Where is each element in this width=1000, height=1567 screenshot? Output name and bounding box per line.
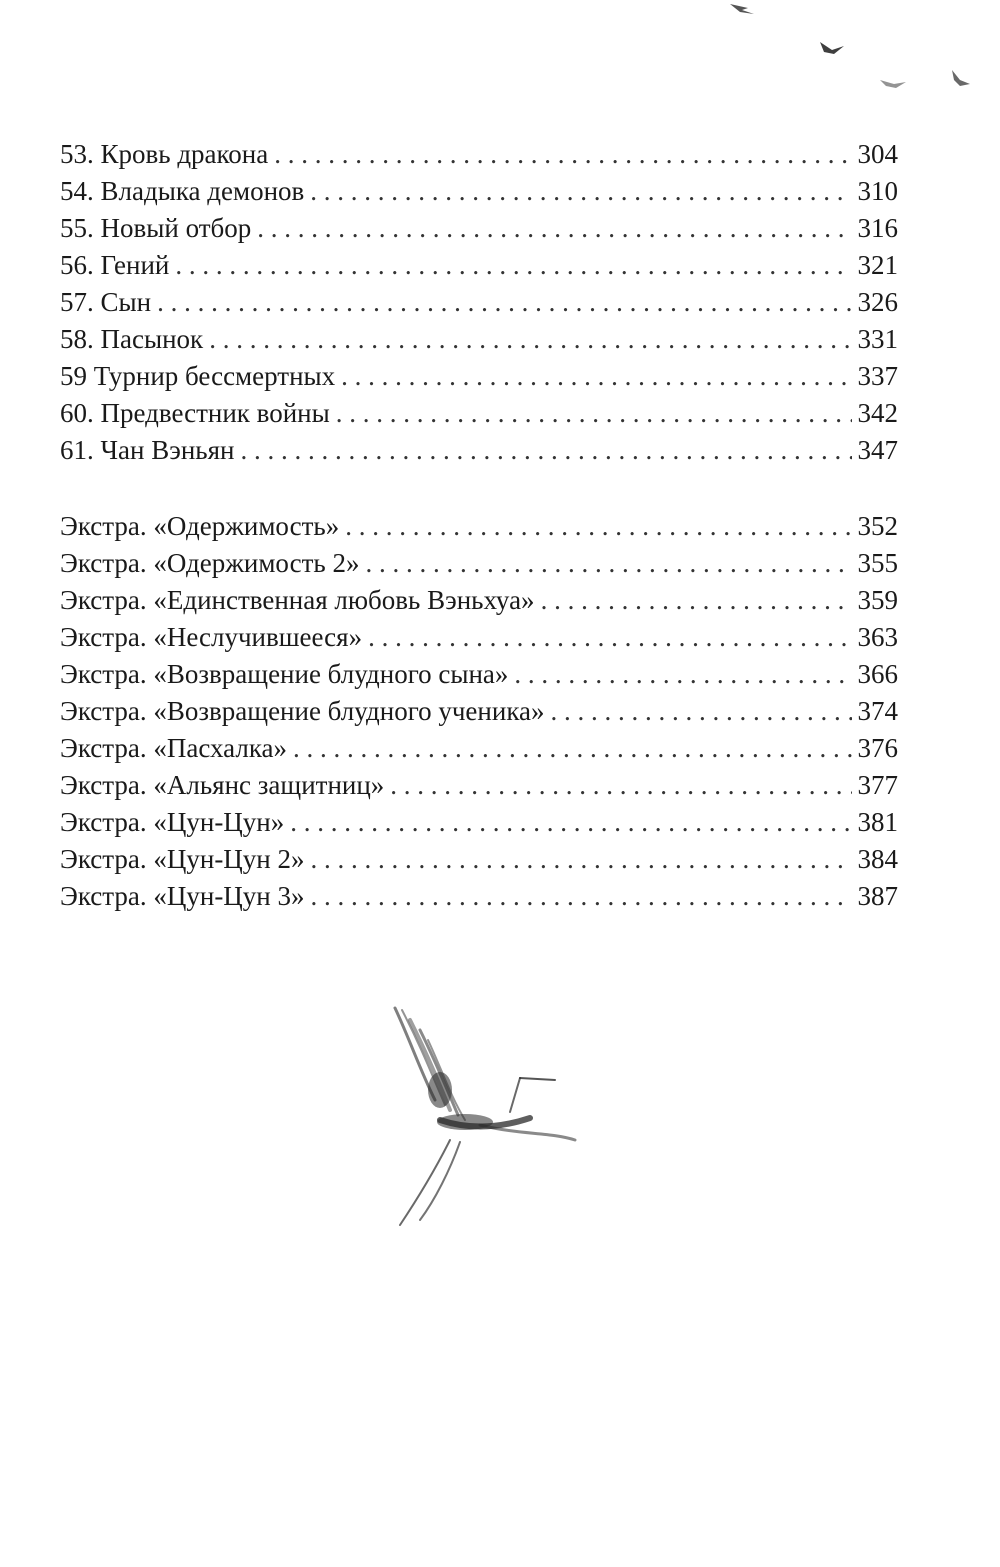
toc-entry-title: Экстра. «Неслучившееся» — [60, 622, 363, 652]
toc-entry[interactable] — [60, 508, 898, 545]
toc-entry-page: 374 — [857, 696, 898, 726]
toc-leader-dots — [157, 284, 851, 321]
toc-entry-page: 363 — [857, 622, 898, 652]
toc-leader-dots — [290, 804, 851, 841]
toc-entry-title: Экстра. «Цун-Цун 3» — [60, 881, 305, 911]
toc-entry[interactable] — [60, 804, 898, 841]
toc-entry-title: Экстра. «Возвращение блудного ученика» — [60, 696, 545, 726]
toc-entry-page: 359 — [857, 585, 898, 615]
toc-entry-title: 58. Пасынок — [60, 324, 204, 354]
toc-entry-title: 61. Чан Вэньян — [60, 435, 235, 465]
toc-entry[interactable] — [60, 432, 898, 469]
toc-entry-page: 381 — [857, 807, 898, 837]
toc-leader-dots — [240, 432, 851, 469]
toc-entry-page: 384 — [857, 844, 898, 874]
toc-entry-page: 355 — [857, 548, 898, 578]
toc-entry-title: Экстра. «Единственная любовь Вэньхуа» — [60, 585, 535, 615]
toc-entry-page: 342 — [857, 398, 898, 428]
toc-entry[interactable] — [60, 767, 898, 804]
toc-entry-title: Экстра. «Одержимость 2» — [60, 548, 360, 578]
toc-leader-dots — [311, 878, 852, 915]
toc-entry[interactable] — [60, 284, 898, 321]
toc-entry[interactable] — [60, 247, 898, 284]
toc-leader-dots — [209, 321, 851, 358]
toc-entry-title: 54. Владыка демонов — [60, 176, 305, 206]
toc-entry-title: 59 Турнир бессмертных — [60, 361, 336, 391]
toc-entry[interactable] — [60, 693, 898, 730]
toc-extras — [60, 508, 898, 915]
toc-entry-page: 366 — [857, 659, 898, 689]
toc-entry[interactable] — [60, 210, 898, 247]
toc-entry-page: 352 — [857, 511, 898, 541]
toc-entry-title: 53. Кровь дракона — [60, 139, 269, 169]
toc-entry-page: 347 — [857, 435, 898, 465]
toc-entry-title: Экстра. «Пасхалка» — [60, 733, 288, 763]
toc-entry-page: 376 — [857, 733, 898, 763]
toc-entry-page: 377 — [857, 770, 898, 800]
toc-leader-dots — [341, 358, 851, 395]
toc-entry[interactable] — [60, 545, 898, 582]
toc-leader-dots — [175, 247, 851, 284]
toc-leader-dots — [311, 841, 852, 878]
toc-leader-dots — [390, 767, 851, 804]
toc-entry[interactable] — [60, 136, 898, 173]
toc-entry[interactable] — [60, 841, 898, 878]
toc-entry-page: 316 — [857, 213, 898, 243]
toc-entry-page: 387 — [857, 881, 898, 911]
toc-leader-dots — [336, 395, 852, 432]
toc-leader-dots — [345, 508, 851, 545]
toc-leader-dots — [368, 619, 851, 656]
toc-leader-dots — [257, 210, 851, 247]
toc-entry[interactable] — [60, 358, 898, 395]
toc-entry-page: 304 — [857, 139, 898, 169]
toc-entry-title: 56. Гений — [60, 250, 170, 280]
toc-entry-page: 337 — [857, 361, 898, 391]
toc-entry-title: Экстра. «Альянс защитниц» — [60, 770, 385, 800]
toc-entry-title: Экстра. «Одержимость» — [60, 511, 340, 541]
toc-entry-title: Экстра. «Возвращение блудного сына» — [60, 659, 509, 689]
toc-entry-page: 326 — [857, 287, 898, 317]
toc-entry[interactable] — [60, 321, 898, 358]
toc-entry-title: 60. Предвестник войны — [60, 398, 330, 428]
crane-illustration-icon — [380, 1000, 590, 1240]
toc-entry-page: 310 — [857, 176, 898, 206]
toc-leader-dots — [541, 582, 852, 619]
toc-leader-dots — [293, 730, 851, 767]
flying-birds-icon — [720, 0, 1000, 100]
toc-entry[interactable] — [60, 619, 898, 656]
toc-entry-page: 331 — [857, 324, 898, 354]
toc-chapters — [60, 136, 898, 469]
toc-entry[interactable] — [60, 656, 898, 693]
toc-entry-title: 57. Сын — [60, 287, 152, 317]
toc-entry-title: Экстра. «Цун-Цун» — [60, 807, 285, 837]
toc-entry-title: 55. Новый отбор — [60, 213, 252, 243]
toc-leader-dots — [514, 656, 851, 693]
toc-entry-title: Экстра. «Цун-Цун 2» — [60, 844, 305, 874]
toc-leader-dots — [365, 545, 851, 582]
toc-leader-dots — [310, 173, 851, 210]
toc-entry[interactable] — [60, 730, 898, 767]
toc-entry[interactable] — [60, 582, 898, 619]
toc-entry[interactable] — [60, 173, 898, 210]
toc-entry-page: 321 — [857, 250, 898, 280]
toc-entry[interactable] — [60, 395, 898, 432]
toc-leader-dots — [551, 693, 852, 730]
toc-leader-dots — [274, 136, 851, 173]
toc-entry[interactable] — [60, 878, 898, 915]
